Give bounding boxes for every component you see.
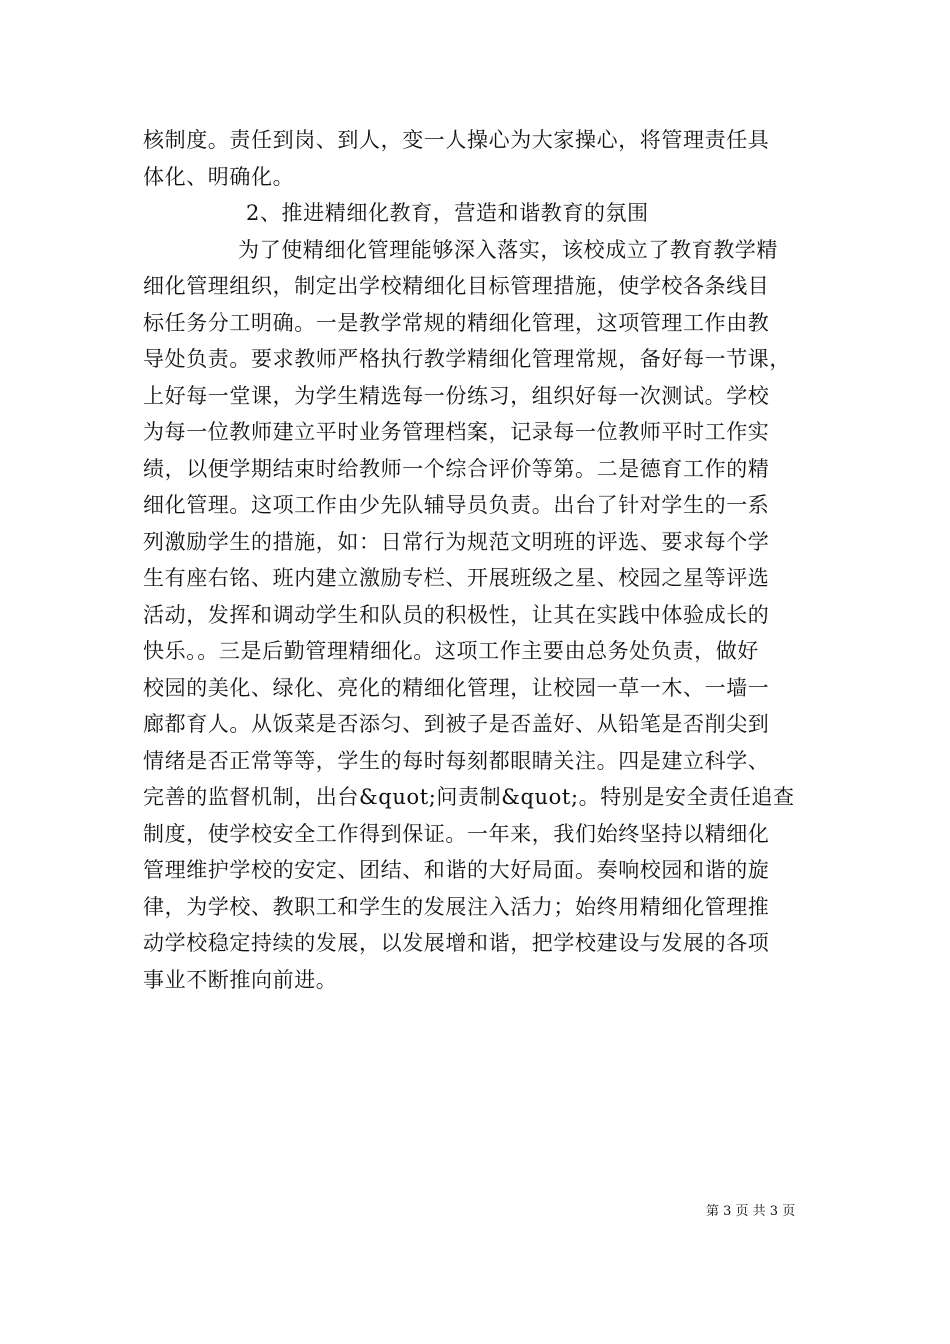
section-heading: 2、推进精细化教育，营造和谐教育的氛围: [246, 201, 649, 225]
text-line: 活动，发挥和调动学生和队员的积极性，让其在实践中体验成长的: [143, 602, 770, 627]
text-line: 导处负责。要求教师严格执行教学精细化管理常规，备好每一节课，: [143, 347, 791, 371]
text-line: 为每一位教师建立平时业务管理档案，记录每一位教师平时工作实: [143, 420, 770, 444]
text-line: 标任务分工明确。一是教学常规的精细化管理，这项管理工作由教: [143, 310, 770, 335]
text-line: 动学校稳定持续的发展，以发展增和谐，把学校建设与发展的各项: [143, 931, 770, 955]
text-line: 细化管理组织，制定出学校精细化目标管理措施，使学校各条线目: [143, 274, 770, 298]
text-line: 事业不断推向前进。: [143, 967, 338, 992]
text-line: 律，为学校、教职工和学生的发展注入活力；始终用精细化管理推: [143, 894, 770, 919]
text-line: 生有座右铭、班内建立激励专栏、开展班级之星、校园之星等评选: [143, 566, 770, 590]
text-line: 廊都育人。从饭菜是否添匀、到被子是否盖好、从铅笔是否削尖到: [143, 712, 770, 736]
text-line: 完善的监督机制，出台&quot;问责制&quot;。特别是安全责任追查: [143, 785, 795, 809]
body-text: [143, 122, 813, 998]
text-line: 管理维护学校的安定、团结、和谐的大好局面。奏响校园和谐的旋: [143, 858, 770, 882]
page-number-footer: 第 3 页 共 3 页: [706, 1204, 796, 1219]
text-line: 细化管理。这项工作由少先队辅导员负责。出台了针对学生的一系: [143, 493, 770, 517]
text-line: 为了使精细化管理能够深入落实，该校成立了教育教学精: [238, 237, 778, 262]
text-line: 列激励学生的措施，如：日常行为规范文明班的评选、要求每个学: [143, 529, 770, 554]
text-line: 制度，使学校安全工作得到保证。一年来，我们始终坚持以精细化: [143, 821, 770, 846]
text-line: 校园的美化、绿化、亮化的精细化管理，让校园一草一木、一墙一: [143, 675, 770, 700]
text-line: 快乐。。三是后勤管理精细化。这项工作主要由总务处负责，做好: [143, 639, 759, 663]
text-line: 绩，以便学期结束时给教师一个综合评价等第。二是德育工作的精: [143, 456, 770, 481]
text-line: 体化、明确化。: [143, 164, 295, 189]
text-line: 情绪是否正常等等，学生的每时每刻都眼睛关注。四是建立科学、: [143, 748, 770, 773]
text-line: 核制度。责任到岗、到人，变一人操心为大家操心，将管理责任具: [143, 128, 770, 152]
text-line: 上好每一堂课，为学生精选每一份练习，组织好每一次测试。学校: [143, 383, 770, 408]
